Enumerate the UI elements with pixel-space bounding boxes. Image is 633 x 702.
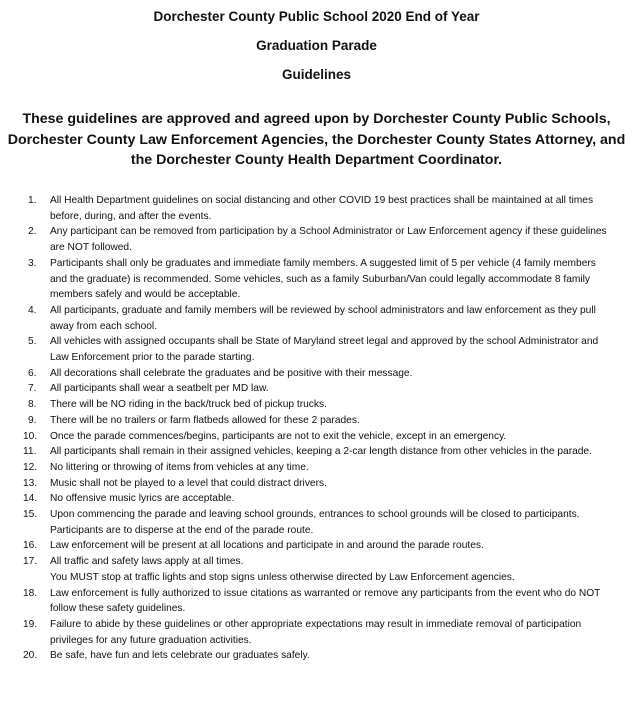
item-text: All participants shall remain in their assigned vehicles, keeping a 2-car length distance from other vehicles in the parade. <box>50 446 592 458</box>
list-item <box>0 586 633 617</box>
list-item <box>0 507 633 538</box>
item-text: No littering or throwing of items from vehicles at any time. <box>50 461 309 473</box>
item-number: 12. <box>23 461 38 473</box>
list-item <box>0 334 633 365</box>
list-item <box>0 193 633 224</box>
list-item <box>0 413 633 429</box>
list-item <box>0 554 633 585</box>
list-item <box>0 648 633 664</box>
item-text: All vehicles with assigned occupants shall be State of Maryland street legal and approved by the school Administrator and Law Enforcement prior to the parade starting. <box>50 336 599 364</box>
item-number: 8. <box>28 399 37 411</box>
item-number: 19. <box>23 618 38 630</box>
guidelines-heading: Guidelines <box>281 67 352 82</box>
item-text: There will be NO riding in the back/truck bed of pickup trucks. <box>50 399 327 411</box>
item-text: All Health Department guidelines on social distancing and other COVID 19 best practices shall be maintained at all times before, during, and after the events. <box>50 195 594 222</box>
item-number: 13. <box>23 477 38 489</box>
document-title: Dorchester County Public School 2020 End of Year <box>153 9 480 24</box>
item-number: 9. <box>28 414 37 426</box>
item-number: 18. <box>23 587 38 599</box>
item-text: Law enforcement will be present at all locations and participate in and around the parade routes. <box>50 540 484 552</box>
item-number: 6. <box>28 367 37 379</box>
list-item <box>0 460 633 476</box>
list-item <box>0 381 633 397</box>
item-number: 15. <box>23 509 38 521</box>
document-subtitle: Graduation Parade <box>256 38 377 53</box>
guidelines-list <box>0 193 633 664</box>
item-text: All decorations shall celebrate the graduates and be positive with their message. <box>50 367 413 379</box>
item-number: 7. <box>28 383 37 395</box>
list-item <box>0 366 633 382</box>
item-text: Upon commencing the parade and leaving school grounds, entrances to school grounds will be closed to participants. Participants are to disperse at the end of the parade route. <box>50 509 580 536</box>
item-text: All participants shall wear a seatbelt per MD law. <box>50 383 269 395</box>
item-number: 17. <box>23 556 38 568</box>
item-text: No offensive music lyrics are acceptable. <box>50 493 235 505</box>
item-number: 2. <box>28 226 37 238</box>
list-item <box>0 397 633 413</box>
item-text: There will be no trailers or farm flatbeds allowed for these 2 parades. <box>50 414 360 426</box>
item-text: Any participant can be removed from participation by a School Administrator or Law Enforcement agency if these guidelines are NOT followed. <box>50 226 607 254</box>
list-item <box>0 444 633 460</box>
item-text: Once the parade commences/begins, participants are not to exit the vehicle, except in an emergency. <box>50 430 507 442</box>
list-item <box>0 429 633 445</box>
list-item <box>0 303 633 334</box>
item-text: All participants, graduate and family members will be reviewed by school administrators and law enforcement as they pull away from each school. <box>50 304 596 332</box>
list-item <box>0 224 633 255</box>
list-item <box>0 491 633 507</box>
item-text: Be safe, have fun and lets celebrate our graduates safely. <box>50 650 310 662</box>
item-text: Music shall not be played to a level that could distract drivers. <box>50 477 327 489</box>
item-text: All traffic and safety laws apply at all times. <box>50 556 244 568</box>
item-number: 3. <box>28 257 37 269</box>
list-item <box>0 538 633 554</box>
item-number: 14. <box>23 493 38 505</box>
item-number: 4. <box>28 304 37 316</box>
item-subtext: You MUST stop at traffic lights and stop signs unless otherwise directed by Law Enforcement agencies. <box>50 571 515 583</box>
list-item <box>0 617 633 648</box>
list-item <box>0 476 633 492</box>
item-text: Failure to abide by these guidelines or other appropriate expectations may result in immediate removal of participation privileges for any future graduation activities. <box>50 618 582 646</box>
approval-statement: These guidelines are approved and agreed upon by Dorchester County Public Schools, Dorchester County Law Enforcement Agencies, the Dorchester County States Attorney, and the Dorchester County Health Department Coordinator. <box>7 111 626 169</box>
item-number: 10. <box>23 430 38 442</box>
item-number: 11. <box>23 446 37 458</box>
item-text: Law enforcement is fully authorized to issue citations as warranted or remove any participants from the event who do NOT follow these safety guidelines. <box>50 587 601 615</box>
item-number: 5. <box>28 336 37 348</box>
item-number: 16. <box>23 540 38 552</box>
list-item <box>0 256 633 303</box>
item-number: 20. <box>23 650 38 662</box>
item-number: 1. <box>28 195 37 206</box>
item-text: Participants shall only be graduates and immediate family members. A suggested limit of 5 per vehicle (4 family members and the graduate) is recommended. Some vehicles, such as a family Suburban/Van could legally accommodate 8 family members safely and would be acceptable. <box>50 257 596 301</box>
